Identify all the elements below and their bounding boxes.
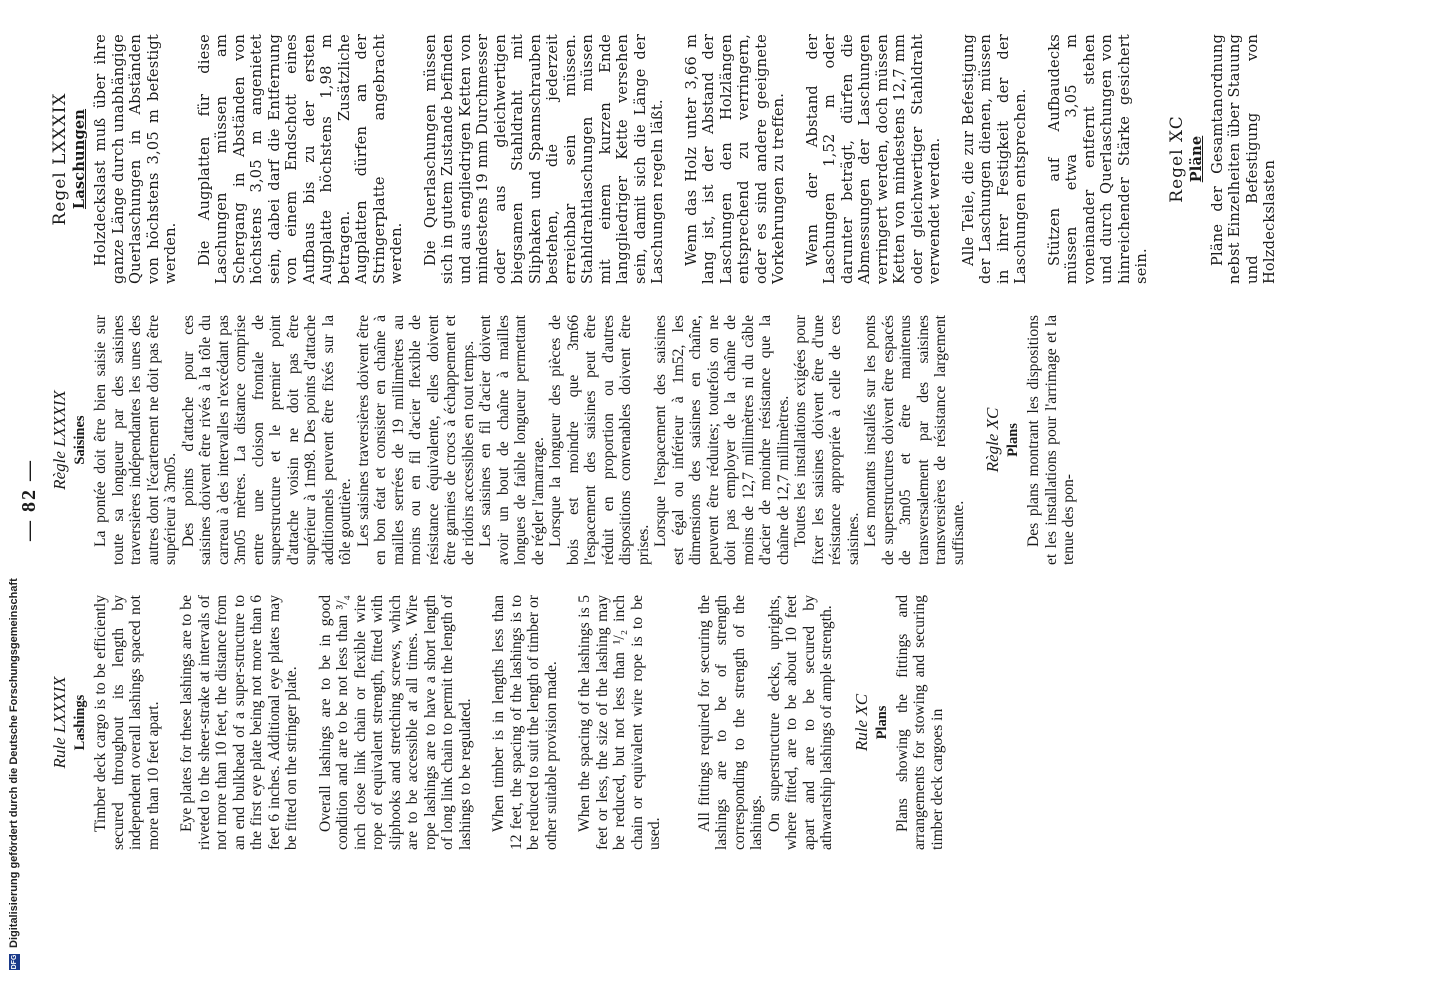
paragraph: Des points d'attache pour ces saisines doivent être rivés à la tôle du carreau à des intervalles n'excédant pas 3m05 mètres. La distance comprise entre une cloison frontale de superstructure et le premier point d'attache voisin ne doit pas être supérieur à 1m98. Des points d'attache additionnels peuvent être fixés sur la tôle gouttière. — [179, 315, 354, 565]
rule-title: Règle LXXXIX — [50, 390, 69, 490]
english-column — [50, 595, 946, 850]
paragraph: Die Querlaschungen müssen sich in gutem Zustande befinden und aus engliedrigen Ketten von mindestens 19 mm Durchmesser oder aus gleichwertigen biegsamen Stahldraht mit Sliphaken und Spannschrauben bestehen, die jederzeit erreichbar sein müssen. Stahldrahtlaschungen müssen mit einem kurzen Ende langgliedriger Kette versehen sein, damit sich die Länge der Laschungen regeln läßt. — [421, 34, 666, 284]
paragraph: Eye plates for these lashings are to be riveted to the sheer-strake at intervals of not more than 10 feet, the distance from an end bulkhead of a super-structure to the first eye plate being not more than 6 feet 6 inches. Additional eye plates may be fitted on the stringer plate. — [178, 595, 300, 850]
paragraph: On superstructure decks, uprights, where fitted, are to be about 10 feet apart and are to be secured by athwartship lashings of ample strength. — [765, 595, 835, 850]
paragraph: Des plans montrant les dispositions et les installations pour l'arrimage et la tenue des pon- — [1025, 315, 1077, 565]
rule-subtitle: Saisines — [72, 415, 88, 465]
paragraph: Plans showing the fittings and arrangements for stowing and securing timber deck cargoes in — [893, 595, 946, 850]
rule-title: Rule LXXXIX — [50, 676, 69, 769]
paragraph: Les saisines en fil d'acier doivent avoir un bout de chaîne à mailles longues de faible longueur permettant de régler l'amarrage. — [477, 315, 547, 565]
paragraph: Lorsque la longueur des pièces de bois est moindre que 3m66 l'espacement des saisines peut être réduit en proportion ou d'autres dispositions convenables doivent être prises. — [547, 315, 652, 565]
paragraph: La pontée doit être bien saisie sur toute sa longueur par des saisines traversières indépendantes les unes des autres dont l'écartement ne doit pas être supérieur à 3m05. — [92, 315, 179, 565]
rule-subtitle: Pläne — [1187, 135, 1205, 183]
rule-subtitle: Lashings — [72, 694, 88, 751]
paragraph: Wenn der Abstand der Laschungen 1,52 m oder darunter beträgt, dürfen die Abmessungen der Laschungen verringert werden, doch müssen Ketten von mindestens 12,7 mm oder gleichwertiger Stahldraht verwendet werden. — [803, 34, 943, 284]
rule-title: Regel LXXXIX — [50, 92, 70, 226]
rule-title: Rule XC — [851, 693, 871, 752]
paragraph: Les saisines traversières doivent être en bon état et consister en chaîne à mailles serrées de 19 millimètres au moins ou en fil d'acier flexible de résistance équivalente, elles doivent être garnies de crocs à échappement et de ridoirs accessibles en tout temps. — [354, 315, 477, 565]
paragraph: When the spacing of the lashings is 5 feet or less, the size of the lashing may be reduced, but not less than ¹/₂ inch chain or equivalent wire rope is to be used. — [576, 595, 663, 850]
rule-subtitle: Plans — [1005, 423, 1021, 457]
paragraph: Alle Teile, die zur Befestigung der Laschungen dienen, müssen in ihrer Festigkeit der der Laschungen entsprechen. — [959, 34, 1029, 284]
paragraph: Overall lashings are to be in good condition and are to be not less than ³/₄ inch close link chain or flexible wire rope of equivalent strength, fitted with sliphooks and stretching screws, which are to be accessible at all times. Wire rope lashings are to have a short length of long link chain to permit the length of lashings to be regulated. — [316, 595, 474, 850]
paragraph: Toutes les installations exigées pour fixer les saisines doivent être d'une résistance appropriée à celle de ces saisines. — [792, 315, 862, 565]
paragraph: Die Augplatten für diese Laschungen müssen am Schergang in Abständen von höchstens 3,05 m angenietet sein, dabei darf die Entfernung von einem Endschott eines Aufbaus bis zu der ersten Augplatte höchstens 1,98 m betragen. Zusätzliche Augplatten dürfen an der Stringerplatte angebracht werden. — [195, 34, 405, 284]
rule-title: Règle XC — [983, 407, 1002, 473]
german-column — [50, 34, 1279, 284]
paragraph: Les montants installés sur les ponts de superstructures doivent être espacés de 3m05 et être maintenus transversalement par des saisines transversières de résistance largement suffisante. — [862, 315, 967, 565]
paragraph: All fittings required for securing the lashings are to be of strength corresponding to the strength of the lashings. — [695, 595, 765, 850]
paragraph: Wenn das Holz unter 3,66 m lang ist, ist der Abstand der Laschungen den Holzlängen entsprechend zu verringern, oder es sind andere geeignete Vorkehrungen zu treffen. — [682, 34, 787, 284]
page-number: — 82 — — [18, 459, 40, 541]
paragraph: When timber is in lengths less than 12 feet, the spacing of the lashings is to be reduced to suit the length of timber or other suitable provision made. — [490, 595, 560, 850]
paragraph: Holzdeckslast muß über ihre ganze Länge durch unabhängige Querlaschungen in Abständen von höchstens 3,05 m befestigt werden. — [92, 34, 179, 284]
paragraph: Timber deck cargo is to be efficiently secured throughout its length by independent overall lashings spaced not more than 10 feet apart. — [92, 595, 162, 850]
rule-title: Regel XC — [1166, 115, 1187, 203]
rule-subtitle: Laschungen — [71, 108, 88, 210]
french-column — [50, 315, 1078, 565]
digitization-footer — [0, 0, 24, 990]
paragraph: Stützen auf Aufbaudecks müssen etwa 3,05 m voneinander entfernt stehen und durch Querlaschungen von hinreichender Stärke gesichert sein. — [1045, 34, 1150, 284]
rule-subtitle: Plans — [873, 705, 890, 740]
footer-text: Digitalisierung gefördert durch die Deutsche Forschungsgemeinschaft — [8, 578, 20, 948]
dfg-logo-icon: DFG — [10, 954, 18, 970]
paragraph: Lorsque l'espacement des saisines est égal ou inférieur à 1m52, les dimensions des saisines en chaîne, peuvent être réduites; toutefois on ne doit pas employer de la chaîne de moins de 12,7 millimètres ni du câble d'acier de moindre résistance que la chaîne de 12,7 millimètres. — [652, 315, 792, 565]
paragraph: Pläne der Gesamtanordnung nebst Einzelheiten über Stauung und Befestigung von Holzdeckslasten — [1208, 34, 1278, 284]
